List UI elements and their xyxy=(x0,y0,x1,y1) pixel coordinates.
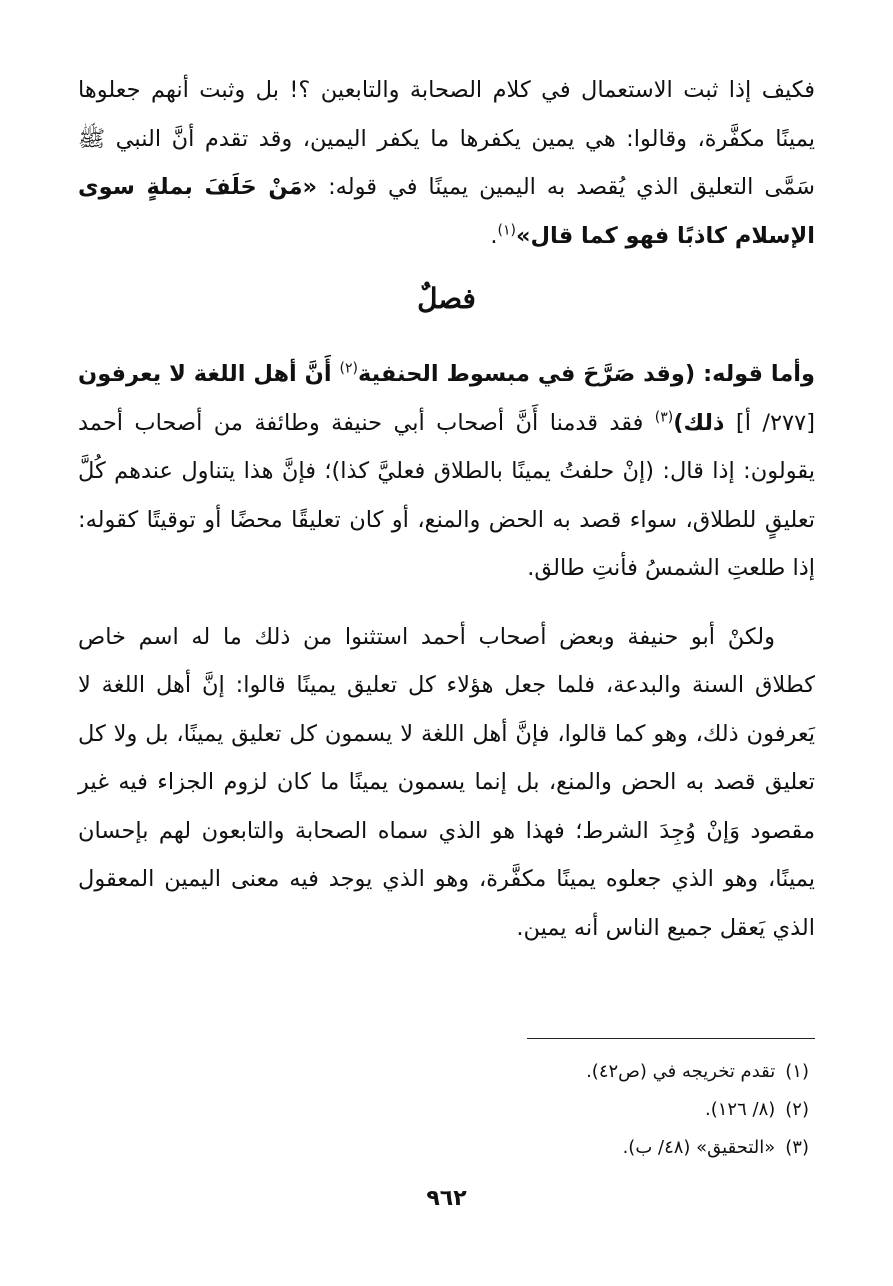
footnote-ref-3[interactable]: (٣) xyxy=(654,409,674,425)
footnote-number: (١) xyxy=(785,1061,809,1082)
footnote-text: «التحقيق» (٤٨/ ب). xyxy=(622,1137,776,1158)
paragraph-1 xyxy=(78,66,815,260)
section-heading: فصلٌ xyxy=(417,282,476,315)
footnote-number: (٣) xyxy=(785,1137,809,1158)
page-number: ٩٦٢ xyxy=(426,1186,467,1211)
paragraph-2-text: فقد قدمنا أَنَّ أصحاب أبي حنيفة وطائفة من أصحاب أحمد يقولون: إذا قال: (إنْ حلفتُ يمينًا بالطلاق فعليَّ كذا)؛ فإنَّ هذا يتناول عندهم كُلَّ تعليقٍ للطلاق، سواء قصد به الحض والمنع، أو كان تعليقًا محضًا أو توقيتًا كقوله: إذا طلعتِ الشمسُ فأنتِ طالق. xyxy=(78,409,815,581)
paragraph-1-end: . xyxy=(490,222,498,249)
quoted-statement: وأما قوله: (وقد صَرَّحَ في مبسوط الحنفية xyxy=(357,361,815,387)
footnote-ref-2[interactable]: (٢) xyxy=(339,360,358,377)
footnotes xyxy=(78,1038,815,1167)
footnote-3 xyxy=(78,1129,815,1167)
paragraph-1-text: فكيف إذا ثبت الاستعمال في كلام الصحابة والتابعين ؟! بل وثبت أنهم جعلوها يمينًا مكفَّرة، وقالوا: هي يمين يكفرها ما يكفر اليمين، وقد تقدم أنَّ النبي ﷺ سَمَّى التعليق الذي يُقصد به اليمين يمينًا في قوله: xyxy=(78,77,815,200)
quoted-statement-cont: أَنَّ أهل اللغة لا يعرفون xyxy=(78,361,340,387)
quoted-statement-end: ذلك) xyxy=(673,409,725,436)
footnote-2 xyxy=(78,1091,815,1129)
footnote-text: تقدم تخريجه في (ص٤٢). xyxy=(586,1061,776,1082)
footnote-text: (٨/ ١٢٦). xyxy=(705,1099,776,1120)
manuscript-page-ref: [٢٧٧/ أ] xyxy=(724,409,815,436)
footnote-divider xyxy=(527,1038,815,1039)
paragraph-2 xyxy=(78,350,815,593)
footnote-number: (٢) xyxy=(785,1099,809,1120)
footnote-1 xyxy=(78,1053,815,1091)
footnote-ref-1[interactable]: (١) xyxy=(497,222,516,238)
page-body xyxy=(78,66,815,952)
hadith-quote: «مَنْ حَلَفَ بملةٍ سوى الإسلام كاذبًا فهو كما قال» xyxy=(78,174,815,249)
paragraph-3: ولكنْ أبو حنيفة وبعض أصحاب أحمد استثنوا من ذلك ما له اسم خاص كطلاق السنة والبدعة، فلما جعل هؤلاء كل تعليق يمينًا قالوا: إنَّ أهل اللغة لا يَعرفون ذلك، وهو كما قالوا، فإنَّ أهل اللغة لا يسمون كل تعليق يمينًا، بل ولا كل تعليق قصد به الحض والمنع، بل إنما يسمون يمينًا ما كان لزوم الجزاء فيه غير مقصود وَإنْ وُجِدَ الشرط؛ فهذا هو الذي سماه الصحابة والتابعون لهم بإحسان يمينًا، وهو الذي جعلوه يمينًا مكفَّرة، وهو الذي يوجد فيه معنى اليمين المعقول الذي يَعقل جميع الناس أنه يمين. xyxy=(78,623,815,941)
